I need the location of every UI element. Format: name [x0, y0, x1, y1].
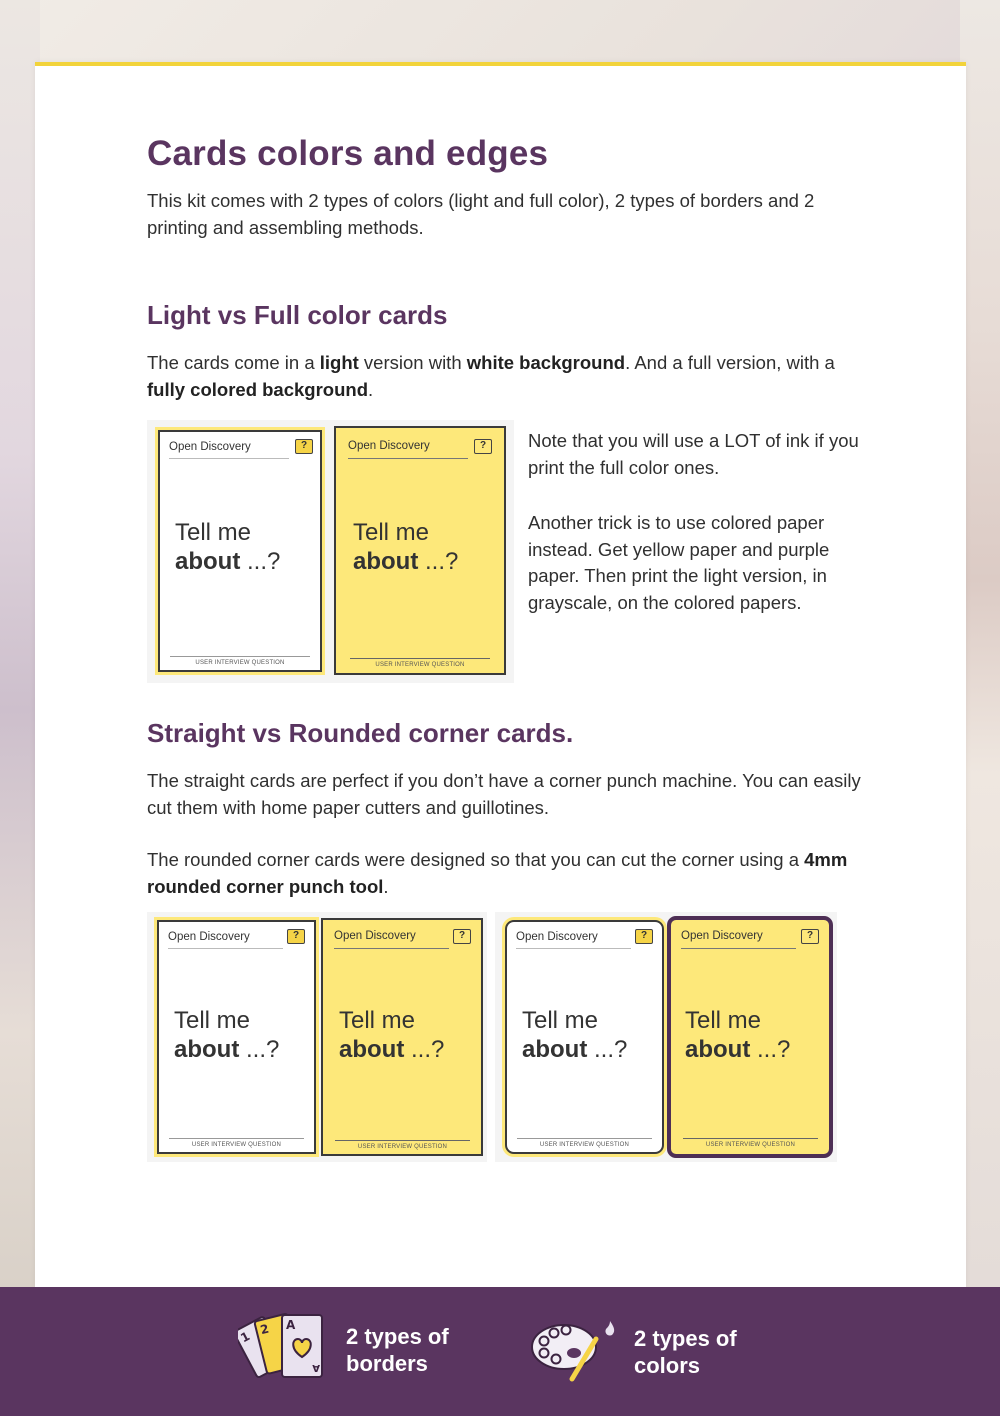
card-category: Open Discovery [334, 930, 416, 942]
svg-text:A: A [312, 1362, 320, 1373]
card-footer: USER INTERVIEW QUESTION [705, 1142, 796, 1148]
card-straight-full [321, 918, 483, 1156]
card-category: Open Discovery [169, 441, 251, 453]
ink-note: Note that you will use a LOT of ink if you print the full color ones. [528, 430, 859, 478]
corners-paragraph-2: The rounded corner cards were designed so that you can cut the corner using a 4mm rounded corner punch tool. [147, 849, 848, 897]
section-heading-corners: Straight vs Rounded corner cards. [147, 718, 574, 748]
card-footer: USER INTERVIEW QUESTION [375, 662, 465, 668]
footer-bar [0, 1287, 1000, 1416]
svg-text:2: 2 [258, 1321, 271, 1338]
card-question: Tell me about ...? [522, 1007, 628, 1063]
section-heading-color: Light vs Full color cards [147, 300, 448, 330]
colored-paper-note: Another trick is to use colored paper instead. Get yellow paper and purple paper. Then print the light version, in grayscale, on the colored papers. [528, 512, 830, 613]
card-category: Open Discovery [681, 930, 763, 942]
background-left [0, 0, 40, 1290]
card-straight-light [157, 920, 316, 1154]
feature-borders: 2 types of borders [346, 1324, 449, 1376]
question-bubble-icon: ? [635, 929, 653, 944]
svg-text:1: 1 [238, 1328, 253, 1346]
straight-cards-panel [147, 912, 487, 1162]
card-footer: USER INTERVIEW QUESTION [191, 1142, 282, 1148]
color-cards-panel [147, 420, 514, 683]
card-footer: USER INTERVIEW QUESTION [195, 660, 285, 666]
card-category: Open Discovery [348, 440, 430, 452]
page-sheet [35, 62, 966, 1288]
card-full-color [334, 426, 506, 675]
question-bubble-icon: ? [295, 439, 313, 454]
card-question: Tell me about ...? [174, 1007, 280, 1063]
page-title: Cards colors and edges [147, 134, 549, 173]
card-light [158, 430, 322, 672]
playing-cards-icon [238, 1309, 334, 1391]
question-bubble-icon: ? [801, 929, 819, 944]
card-category: Open Discovery [516, 931, 598, 943]
background-right [960, 0, 1000, 1290]
feature-colors: 2 types of colors [634, 1326, 737, 1378]
card-rounded-full [667, 916, 833, 1158]
rounded-cards-panel [495, 912, 837, 1162]
paint-palette-icon [530, 1317, 622, 1391]
card-footer: USER INTERVIEW QUESTION [357, 1144, 448, 1150]
card-question: Tell me about ...? [175, 519, 281, 575]
intro-paragraph: This kit comes with 2 types of colors (light and full color), 2 types of borders and 2 printing and assembling methods. [147, 190, 815, 238]
question-bubble-icon: ? [474, 439, 492, 454]
card-question: Tell me about ...? [353, 519, 459, 575]
svg-text:A: A [286, 1318, 296, 1332]
question-bubble-icon: ? [453, 929, 471, 944]
color-paragraph: The cards come in a light version with white background. And a full version, with a fully colored background. [147, 352, 835, 400]
card-question: Tell me about ...? [339, 1007, 445, 1063]
card-footer: USER INTERVIEW QUESTION [539, 1142, 630, 1148]
card-question: Tell me about ...? [685, 1007, 791, 1063]
card-rounded-light [505, 920, 664, 1154]
corners-paragraph-1: The straight cards are perfect if you don’t have a corner punch machine. You can easily cut them with home paper cutters and guillotines. [147, 770, 861, 818]
card-category: Open Discovery [168, 931, 250, 943]
question-bubble-icon: ? [287, 929, 305, 944]
